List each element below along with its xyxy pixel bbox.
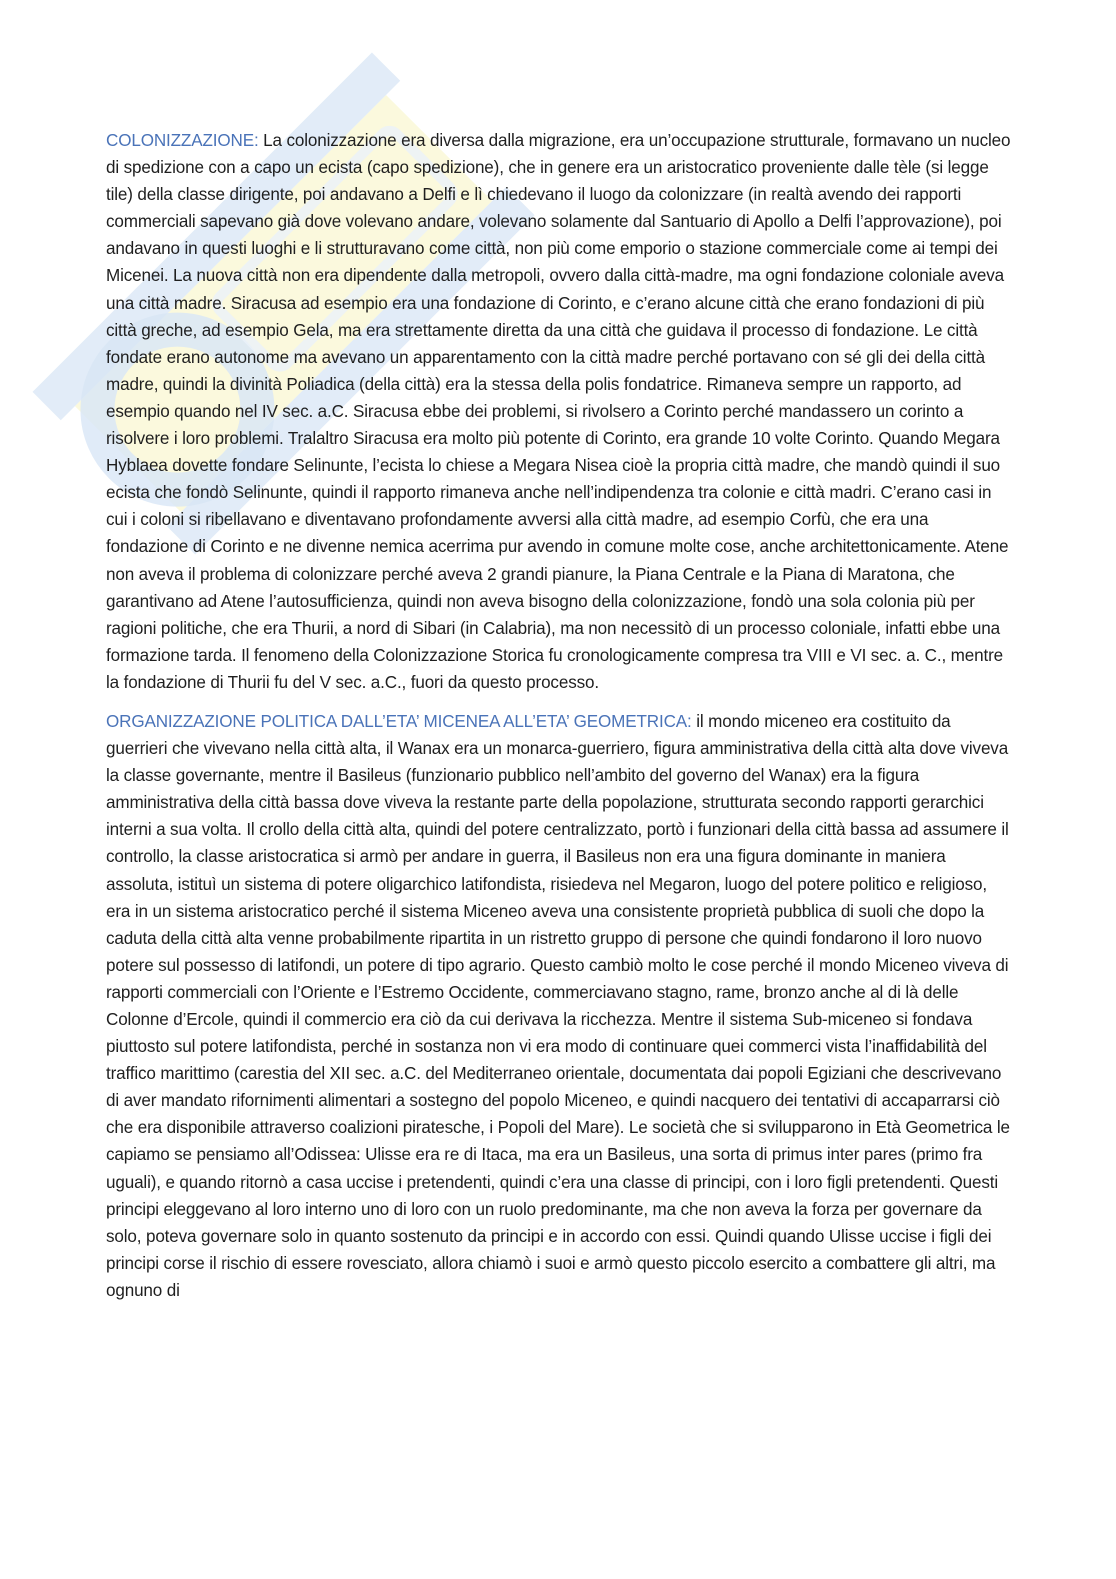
- paragraph-organizzazione-politica: [106, 708, 1014, 1304]
- paragraph-colonizzazione: [106, 127, 1014, 696]
- paragraph-text-colonizzazione: La colonizzazione era diversa dalla migrazione, era un’occupazione strutturale, formavano un nucleo di spedizione con a capo un ecista (capo spedizione), che in genere era un aristocratico proveniente dalle tèle (si legge tile) della classe dirigente, poi andavano a Delfi e lì chiedevano il luogo da colonizzare (in realtà avendo dei rapporti commerciali sapevano già dove volevano andare, volevano solamente dal Santuario di Apollo a Delfi l’approvazione), poi andavano in questi luoghi e li strutturavano come città, non più come emporio o stazione commerciale come ai tempi dei Micenei. La nuova città non era dipendente dalla metropoli, ovvero dalla città-madre, ma ogni fondazione coloniale aveva una città madre. Siracusa ad esempio era una fondazione di Corinto, e c’erano alcune città che erano fondazioni di più città greche, ad esempio Gela, ma era strettamente diretta da una città che guidava il processo di fondazione. Le città fondate erano autonome ma avevano un apparentamento con la città madre perché portavano con sé gli dei della città madre, quindi la divinità Poliadica (della città) era la stessa della polis fondatrice. Rimaneva sempre un rapporto, ad esempio quando nel IV sec. a.C. Siracusa ebbe dei problemi, si rivolsero a Corinto perché mandassero un corinto a risolvere i loro problemi. Tralaltro Siracusa era molto più potente di Corinto, era grande 10 volte Corinto. Quando Megara Hyblaea dovette fondare Selinunte, l’ecista lo chiese a Megara Nisea cioè la propria città madre, che mandò quindi il suo ecista che fondò Selinunte, quindi il rapporto rimaneva anche nell’indipendenza tra colonie e città madri. C’erano casi in cui i coloni si ribellavano e diventavano profondamente avversi alla città madre, ad esempio Corfù, che era una fondazione di Corinto e ne divenne nemica acerrima pur avendo in comune molte cose, anche architettonicamente. Atene non aveva il problema di colonizzare perché aveva 2 grandi pianure, la Piana Centrale e la Piana di Maratona, che garantivano ad Atene l’autosufficienza, quindi non aveva bisogno della colonizzazione, fondò una sola colonia più per ragioni politiche, che era Thurii, a nord di Sibari (in Calabria), ma non necessitò di un processo coloniale, infatti ebbe una formazione tarda. Il fenomeno della Colonizzazione Storica fu cronologicamente compresa tra VIII e VI sec. a. C., mentre la fondazione di Thurii fu del V sec. a.C., fuori da questo processo.: [106, 131, 1011, 692]
- paragraph-text-organizzazione-politica: il mondo miceneo era costituito da guerrieri che vivevano nella città alta, il Wanax era un monarca-guerriero, figura amministrativa della città alta dove viveva la classe governante, mentre il Basileus (funzionario pubblico nell’ambito del governo del Wanax) era la figura amministrativa della città bassa dove viveva la restante parte della popolazione, strutturata secondo rapporti gerarchici interni a sua volta. Il crollo della città alta, quindi del potere centralizzato, portò i funzionari della città bassa ad assumere il controllo, la classe aristocratica si armò per andare in guerra, il Basileus non era una figura dominante in maniera assoluta, istituì un sistema di potere oligarchico latifondista, risiedeva nel Megaron, luogo del potere politico e religioso, era in un sistema aristocratico perché il sistema Miceneo aveva una consistente proprietà pubblica di suoli che dopo la caduta della città alta venne probabilmente ripartita in un ristretto gruppo di persone che quindi fondarono il loro nuovo potere sul possesso di latifondi, un potere di tipo agrario. Questo cambiò molto le cose perché il mondo Miceneo viveva di rapporti commerciali con l’Oriente e l’Estremo Occidente, commerciavano stagno, rame, bronzo anche al di là delle Colonne d’Ercole, quindi il commercio era ciò da cui derivava la ricchezza. Mentre il sistema Sub-miceneo si fondava piuttosto sul potere latifondista, perché in sostanza non vi era modo di continuare quei commerci vista l’inaffidabilità del traffico marittimo (carestia del XII sec. a.C. del Mediterraneo orientale, documentata dai popoli Egiziani che descrivevano di aver mandato rifornimenti alimentari a sostegno del popolo Miceneo, e quindi nacquero dei tentativi di accaparrarsi ciò che era disponibile attraverso coalizioni piratesche, i Popoli del Mare). Le società che si svilupparono in Età Geometrica le capiamo se pensiamo all’Odissea: Ulisse era re di Itaca, ma era un Basileus, una sorta di primus inter pares (primo fra uguali), e quando ritornò a casa uccise i pretendenti, quindi c’era una classe di principi, con i loro figli pretendenti. Questi principi eleggevano al loro interno uno di loro con un ruolo predominante, ma che non aveva la forza per governare da solo, poteva governare solo in quanto sostenuto da principi e in accordo con essi. Quindi quando Ulisse uccise i figli dei principi corse il rischio di essere rovesciato, allora chiamò i suoi e armò questo piccolo esercito a combattere gli altri, ma ognuno di: [106, 711, 1010, 1300]
- document-body: [106, 127, 1014, 1316]
- section-heading-colonizzazione: COLONIZZAZIONE:: [106, 131, 259, 150]
- section-heading-organizzazione-politica: ORGANIZZAZIONE POLITICA DALL’ETA’ MICENEA ALL’ETA’ GEOMETRICA:: [106, 711, 692, 731]
